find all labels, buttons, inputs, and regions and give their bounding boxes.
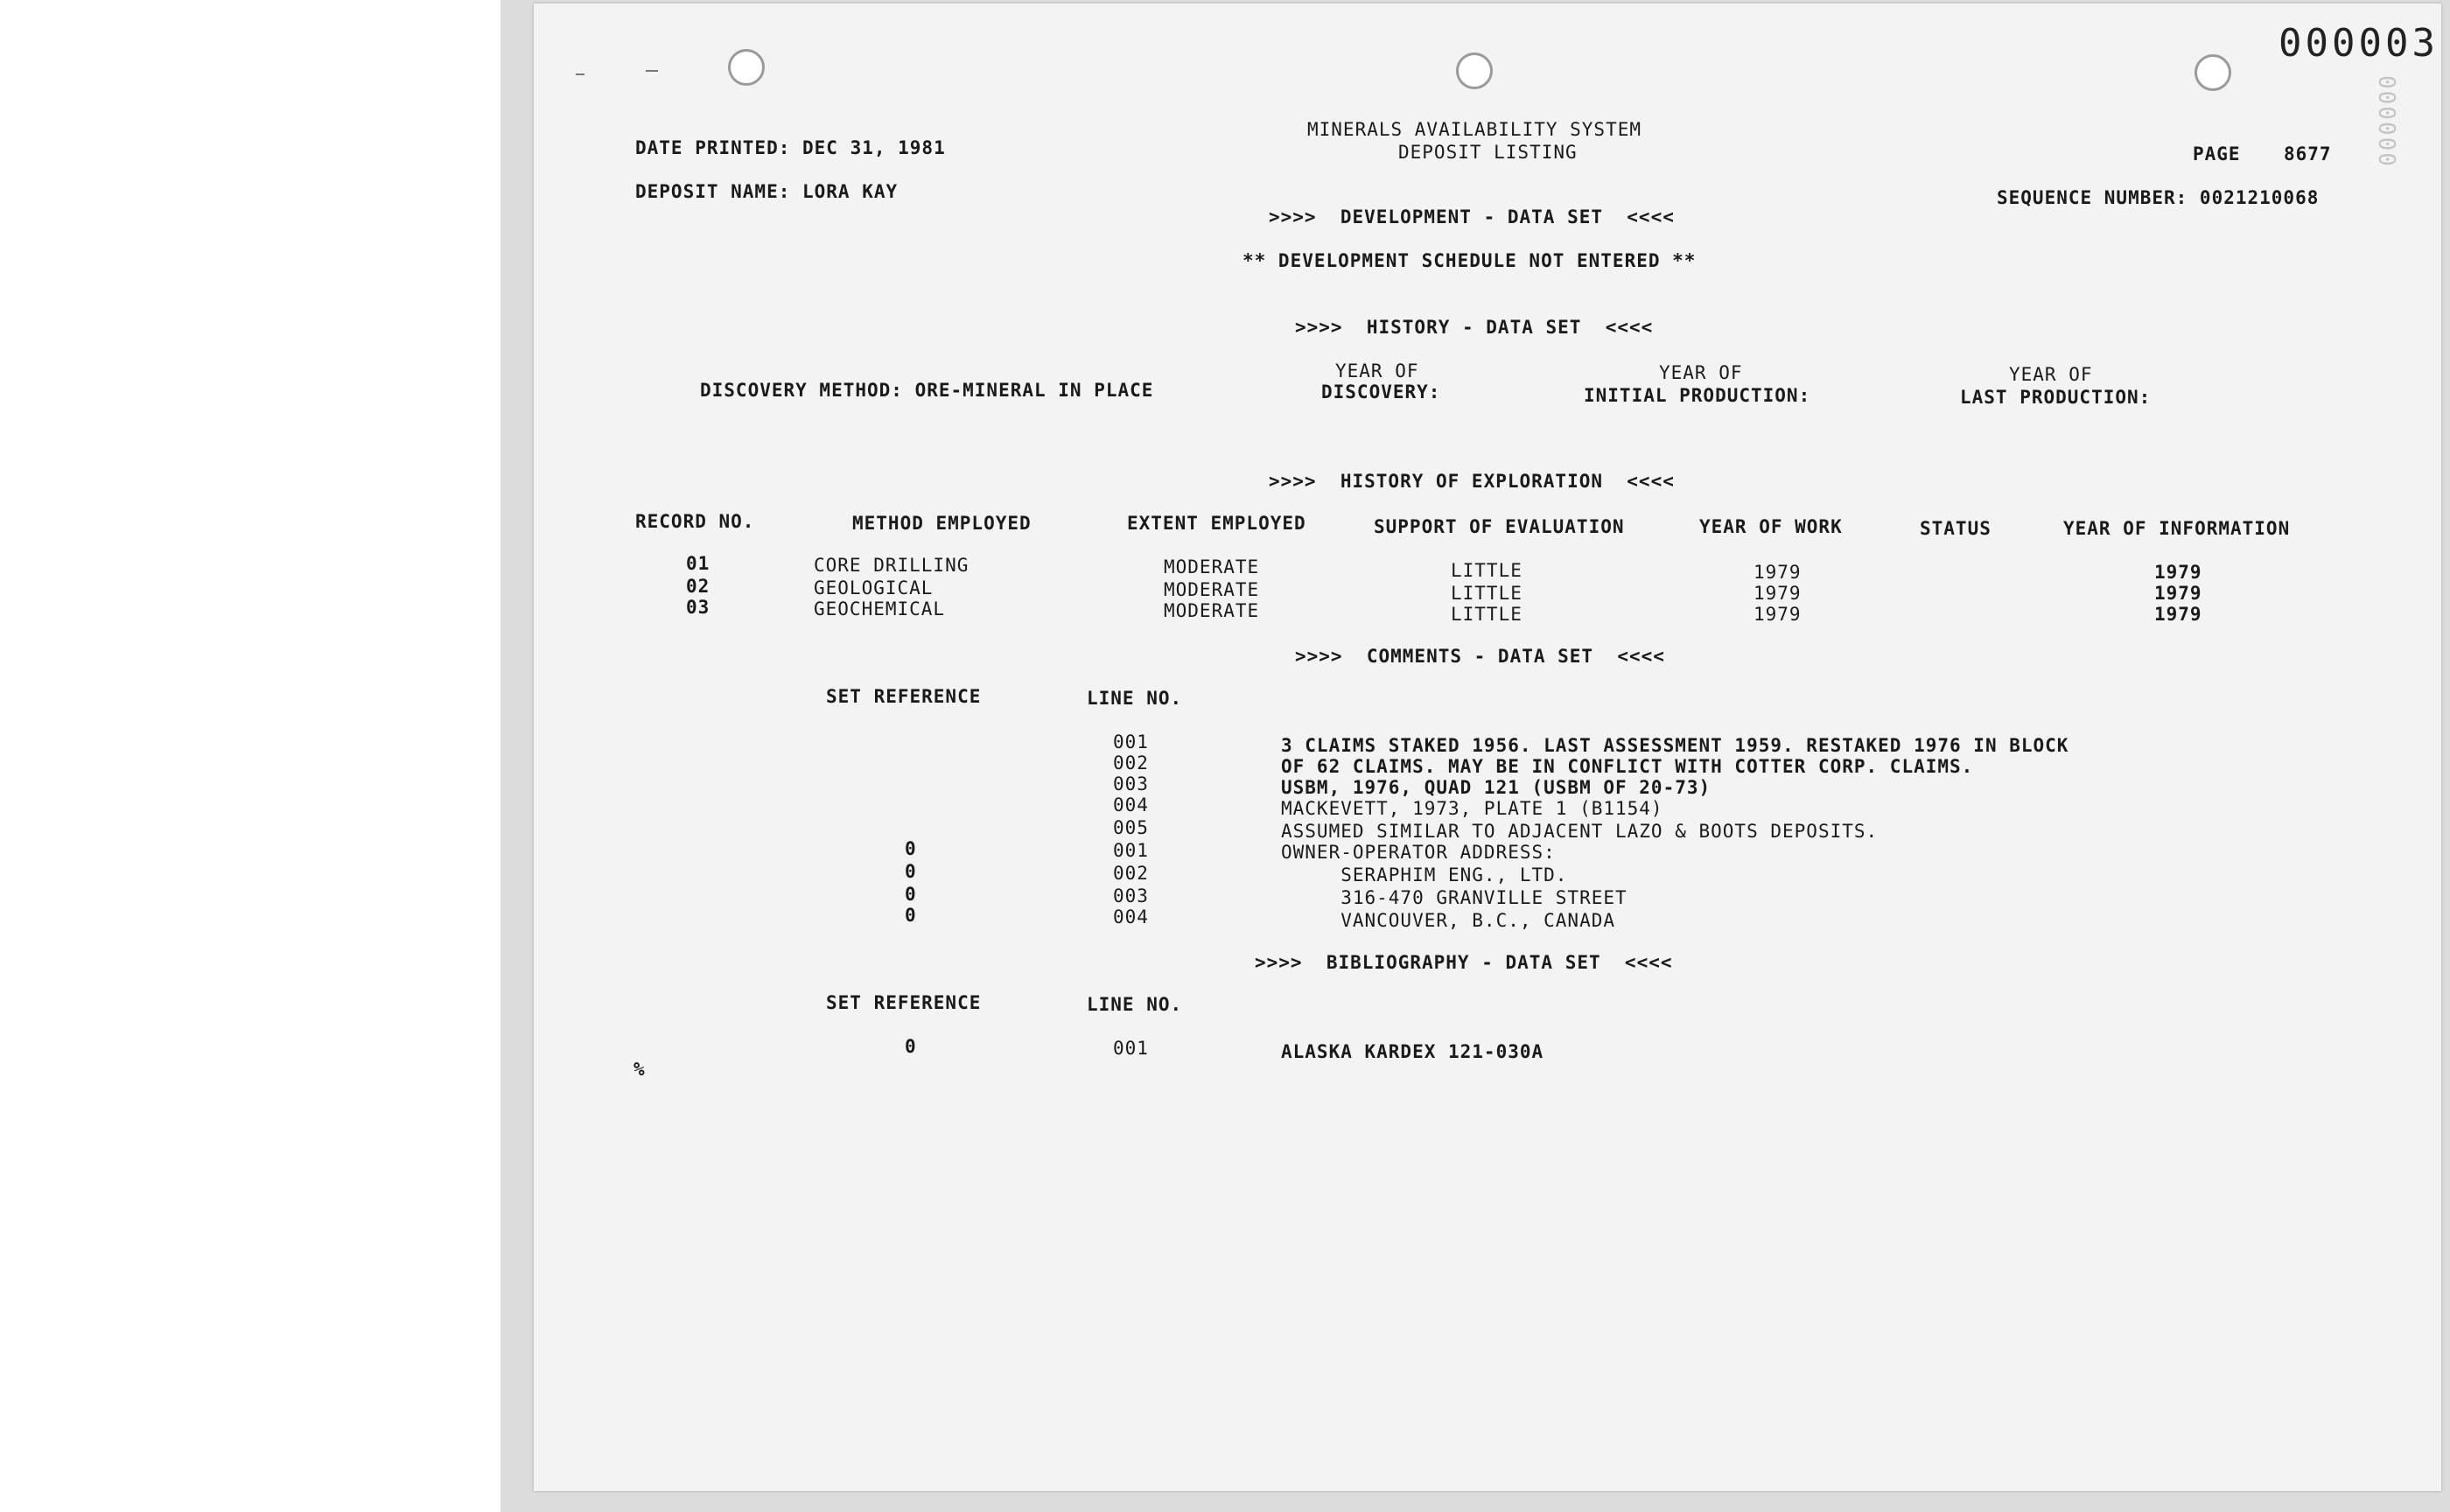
table-cell: 02 — [686, 576, 710, 597]
comment-line-no: 004 — [1113, 794, 1149, 816]
report-title: MINERALS AVAILABILITY SYSTEM — [1307, 119, 1642, 140]
comment-line-no: 001 — [1113, 732, 1149, 752]
footer-mark: % — [634, 1059, 646, 1080]
table-cell: 1979 — [1754, 604, 1802, 625]
development-note: ** DEVELOPMENT SCHEDULE NOT ENTERED ** — [1242, 250, 1697, 271]
comment-text: OWNER-OPERATOR ADDRESS: — [1281, 842, 1556, 863]
year-last-label: LAST PRODUCTION: — [1960, 387, 2152, 408]
stamp-number: 000003 — [2278, 21, 2439, 66]
comment-line-no: 005 — [1113, 817, 1149, 838]
table-cell: 1979 — [2154, 604, 2202, 625]
comment-text: MACKEVETT, 1973, PLATE 1 (B1154) — [1281, 798, 1663, 819]
punch-hole-left — [728, 49, 765, 86]
comment-text: OF 62 CLAIMS. MAY BE IN CONFLICT WITH COTTER CORP. CLAIMS. — [1281, 756, 1974, 777]
table-cell: 1979 — [1754, 583, 1802, 604]
year-last-label: YEAR OF — [2009, 364, 2093, 385]
column-header: LINE NO. — [1087, 688, 1183, 709]
comment-text: 316-470 GRANVILLE STREET — [1281, 887, 1628, 908]
margin-mark — [646, 70, 658, 72]
bleed-through-number: 000000 — [2373, 75, 2399, 168]
punch-hole-center — [1456, 52, 1493, 89]
bibliography-set-ref: 0 — [905, 1036, 917, 1057]
table-cell: MODERATE — [1164, 556, 1260, 578]
table-cell: LITTLE — [1451, 583, 1522, 604]
table-cell: MODERATE — [1164, 600, 1260, 621]
table-cell: 1979 — [2154, 562, 2202, 583]
comment-text: USBM, 1976, QUAD 121 (USBM OF 20-73) — [1281, 777, 1712, 798]
comment-line-no: 001 — [1113, 840, 1149, 861]
table-cell: 01 — [686, 553, 710, 574]
table-cell: LITTLE — [1451, 604, 1522, 625]
deposit-name: DEPOSIT NAME: LORA KAY — [635, 181, 899, 202]
column-header: LINE NO. — [1087, 994, 1183, 1015]
comment-set-ref: 0 — [905, 838, 917, 859]
comment-line-no: 003 — [1113, 774, 1149, 794]
year-initial-label: INITIAL PRODUCTION: — [1584, 385, 1811, 406]
comments-heading: >>>> COMMENTS - DATA SET <<<< — [1295, 646, 1665, 667]
table-cell: 03 — [686, 597, 710, 618]
exploration-heading: >>>> HISTORY OF EXPLORATION <<<< — [1269, 471, 1675, 492]
column-header: YEAR OF INFORMATION — [2063, 518, 2291, 539]
table-cell: 1979 — [2154, 583, 2202, 604]
column-header: RECORD NO. — [635, 511, 755, 532]
column-header: SUPPORT OF EVALUATION — [1374, 516, 1625, 537]
table-cell: LITTLE — [1451, 560, 1522, 581]
bibliography-text: ALASKA KARDEX 121-030A — [1281, 1041, 1544, 1062]
bibliography-line-no: 001 — [1113, 1038, 1149, 1059]
page-label: PAGE — [2193, 144, 2241, 164]
column-header: YEAR OF WORK — [1699, 516, 1843, 537]
comment-line-no: 002 — [1113, 752, 1149, 774]
punch-hole-right — [2194, 54, 2231, 91]
column-header: METHOD EMPLOYED — [852, 513, 1032, 534]
comment-line-no: 002 — [1113, 863, 1149, 884]
comment-text: VANCOUVER, B.C., CANADA — [1281, 910, 1616, 931]
year-initial-label: YEAR OF — [1659, 362, 1743, 383]
table-cell: GEOCHEMICAL — [814, 598, 946, 620]
date-printed: DATE PRINTED: DEC 31, 1981 — [635, 137, 946, 158]
development-heading: >>>> DEVELOPMENT - DATA SET <<<< — [1269, 206, 1675, 228]
year-discovery-label: YEAR OF — [1335, 360, 1419, 382]
column-header: SET REFERENCE — [826, 992, 982, 1013]
margin-mark — [576, 74, 584, 75]
table-cell: CORE DRILLING — [814, 555, 970, 576]
comment-text: ASSUMED SIMILAR TO ADJACENT LAZO & BOOTS DEPOSITS. — [1281, 821, 1879, 842]
table-cell: GEOLOGICAL — [814, 578, 934, 598]
table-cell: MODERATE — [1164, 579, 1260, 600]
discovery-method: DISCOVERY METHOD: ORE-MINERAL IN PLACE — [700, 380, 1154, 401]
comment-set-ref: 0 — [905, 884, 917, 905]
year-discovery-label: DISCOVERY: — [1321, 382, 1441, 402]
comment-text: 3 CLAIMS STAKED 1956. LAST ASSESSMENT 1959. RESTAKED 1976 IN BLOCK — [1281, 735, 2069, 756]
page-number: 8677 — [2284, 144, 2332, 164]
column-header: STATUS — [1920, 518, 1992, 539]
comment-set-ref: 0 — [905, 861, 917, 882]
report-subtitle: DEPOSIT LISTING — [1398, 142, 1578, 163]
sequence-number: SEQUENCE NUMBER: 0021210068 — [1997, 187, 2320, 208]
table-cell: 1979 — [1754, 562, 1802, 583]
history-heading: >>>> HISTORY - DATA SET <<<< — [1295, 317, 1654, 338]
comment-line-no: 004 — [1113, 906, 1149, 928]
column-header: SET REFERENCE — [826, 686, 982, 707]
column-header: EXTENT EMPLOYED — [1127, 513, 1306, 534]
bibliography-heading: >>>> BIBLIOGRAPHY - DATA SET <<<< — [1255, 952, 1673, 973]
comment-set-ref: 0 — [905, 905, 917, 926]
comment-line-no: 003 — [1113, 886, 1149, 906]
comment-text: SERAPHIM ENG., LTD. — [1281, 864, 1568, 886]
